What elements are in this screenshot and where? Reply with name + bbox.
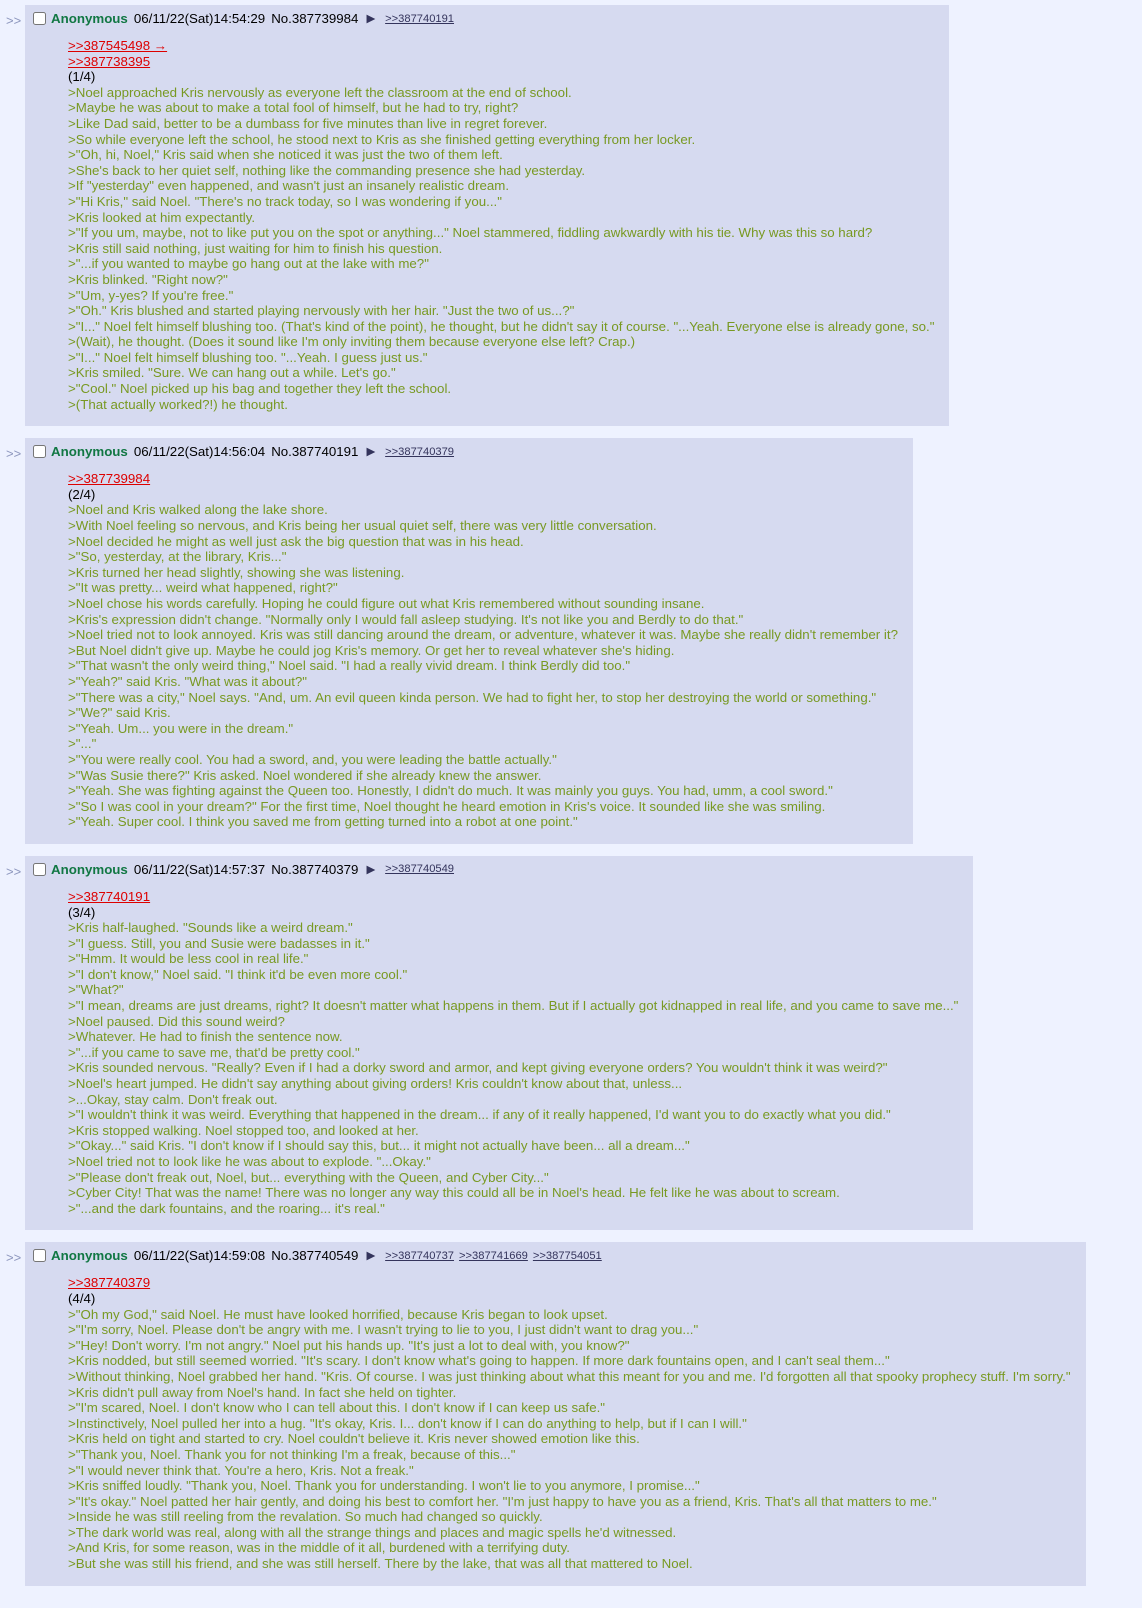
greentext-line: >Kris didn't pull away from Noel's hand. In fact she held on tighter. (68, 1384, 457, 1400)
post-comment (68, 889, 958, 1216)
post-header (30, 1248, 1071, 1263)
post-checkbox[interactable] (33, 1249, 46, 1262)
greentext-line: >Inside he was still reeling from the revalation. So much had changed so quickly. (68, 1509, 543, 1525)
post-number-link[interactable]: No.387740549 (271, 1248, 359, 1264)
greentext-line: >"There was a city," Noel says. "And, um. An evil queen kinda person. We had to fight her, to stop her destroying the world or something." (68, 689, 877, 705)
post-comment (68, 38, 934, 412)
reply-backlink[interactable]: >>387740549 (385, 863, 455, 876)
greentext-line: >Kris sniffed loudly. "Thank you, Noel. Thank you for understanding. I won't lie to you anymore, I promise..." (68, 1478, 700, 1494)
quotelink[interactable]: >>387545498 → (68, 38, 168, 53)
greentext-line: >"Okay..." said Kris. "I don't know if I should say this, but... it might not actually have been... all a dream..." (68, 1138, 690, 1154)
greentext-line: >"If you um, maybe, not to like put you on the spot or anything..." Noel stammered, fiddling awkwardly with his tie. Why was this so hard? (68, 225, 873, 241)
header-backlinks (385, 13, 459, 25)
part-counter: (2/4) (68, 486, 96, 502)
post-comment (68, 471, 898, 830)
greentext-line: >Kris sounded nervous. "Really? Even if I had a dorky sword and armor, and kept giving everyone orders? You wouldn't think it was weird?" (68, 1060, 888, 1076)
greentext-line: >"..." (68, 736, 97, 752)
header-backlinks (385, 446, 459, 458)
part-counter: (1/4) (68, 69, 96, 85)
post-number-link[interactable]: No.387740191 (271, 444, 359, 460)
greentext-line: >Kris nodded, but still seemed worried. "It's scary. I don't know what's going to happen. If more dark fountains open, and I can't seal them..." (68, 1353, 890, 1369)
greentext-line: >"You were really cool. You had a sword, and, you were leading the battle actually." (68, 751, 557, 767)
greentext-line: >"Oh." Kris blushed and started playing nervously with her hair. "Just the two of us...?" (68, 303, 575, 319)
poster-name: Anonymous (51, 1248, 128, 1264)
header-backlinks (385, 1250, 607, 1262)
post-container (0, 856, 1142, 1230)
post (25, 5, 949, 426)
greentext-line: >"Yeah. Um... you were in the dream." (68, 720, 294, 736)
greentext-line: >(Wait), he thought. (Does it sound like I'm only inviting them because everyone else left? Crap.) (68, 334, 636, 350)
greentext-line: >"It's okay." Noel patted her hair gently, and doing his best to comfort her. "I'm just happy to have you as a friend, Kris. That's all that matters to me." (68, 1493, 937, 1509)
quotelink[interactable]: >>387740191 (68, 888, 151, 904)
greentext-line: >But Noel didn't give up. Maybe he could jog Kris's memory. Or get her to reveal whatever she's hiding. (68, 642, 675, 658)
greentext-line: >"Hi Kris," said Noel. "There's no track today, so I was wondering if you..." (68, 193, 502, 209)
greentext-line: >"Hey! Don't worry. I'm not angry." Noel put his hands up. "It's just a lot to deal with, you know?" (68, 1337, 630, 1353)
post-datetime: 06/11/22(Sat)14:59:08 (133, 1248, 266, 1264)
greentext-line: >Noel tried not to look annoyed. Kris was still dancing around the dream, or adventure, whatever it was. Maybe she really didn't remember it? (68, 627, 898, 643)
greentext-line: >"Oh my God," said Noel. He must have looked horrified, because Kris began to look upset. (68, 1306, 608, 1322)
poster-name: Anonymous (51, 861, 128, 877)
greentext-line: >Noel decided he might as well just ask the big question that was in his head. (68, 533, 524, 549)
quotelink[interactable]: >>387740379 (68, 1275, 151, 1291)
greentext-line: >With Noel feeling so nervous, and Kris being her usual quiet self, there was very little conversation. (68, 518, 657, 534)
greentext-line: >Noel chose his words carefully. Hoping he could figure out what Kris remembered without sounding insane. (68, 596, 705, 611)
greentext-line: >Kris turned her head slightly, showing she was listening. (68, 564, 405, 580)
greentext-line: >"That wasn't the only weird thing," Noel said. "I had a really vivid dream. I think Berdly did too." (68, 658, 631, 674)
greentext-line: >Maybe he was about to make a total fool of himself, but he had to try, right? (68, 100, 519, 116)
greentext-line: >Kris's expression didn't change. "Normally only I would fall asleep studying. It's not like you and Berdly to do that." (68, 611, 744, 627)
post-comment (68, 1275, 1071, 1571)
greentext-line: >"I wouldn't think it was weird. Everything that happened in the dream... if any of it really happened, I'd want you to do exactly what you did." (68, 1107, 891, 1123)
greentext-line: >Noel and Kris walked along the lake shore. (68, 502, 328, 518)
post-menu-arrow-icon[interactable]: ▶ (366, 13, 376, 25)
greentext-line: >(That actually worked?!) he thought. (68, 396, 288, 412)
greentext-line: >"...and the dark fountains, and the roaring... it's real." (68, 1200, 385, 1216)
greentext-line: >Kris held on tight and started to cry. Noel couldn't believe it. Kris never showed emotion like this. (68, 1431, 640, 1447)
post-menu-arrow-icon[interactable]: ▶ (366, 1250, 376, 1263)
reply-backlink[interactable]: >>387741669 (459, 1249, 528, 1262)
part-counter: (3/4) (68, 904, 96, 920)
greentext-line: >Instinctively, Noel pulled her into a hug. "It's okay, Kris. I... don't know if I can do anything to help, but if I can I will." (68, 1415, 747, 1431)
greentext-line: >Whatever. He had to finish the sentence now. (68, 1029, 343, 1045)
post-container (0, 5, 1142, 426)
greentext-line: >Kris still said nothing, just waiting for him to finish his question. (68, 240, 443, 256)
reply-backlink[interactable]: >>387754051 (532, 1249, 602, 1262)
post-number-link[interactable]: No.387740379 (271, 861, 359, 877)
greentext-line: >"So, yesterday, at the library, Kris..." (68, 549, 287, 565)
greentext-line: >"I'm scared, Noel. I don't know who I can tell about this. I don't know if I can keep us safe." (68, 1400, 606, 1416)
greentext-line: >"Thank you, Noel. Thank you for not thinking I'm a freak, because of this..." (68, 1446, 516, 1462)
post-container (0, 438, 1142, 844)
greentext-line: >"Yeah. She was fighting against the Queen too. Honestly, I didn't do much. It was mainly you guys. You had, umm, a cool sword." (68, 783, 833, 799)
poster-name: Anonymous (51, 11, 128, 26)
greentext-line: >The dark world was real, along with all the strange things and places and magic spells he'd witnessed. (68, 1524, 677, 1540)
greentext-line: >"We?" said Kris. (68, 705, 171, 721)
greentext-line: >"I mean, dreams are just dreams, right? It doesn't matter what happens in them. But if I actually got kidnapped in real life, and you came to save me..." (68, 998, 959, 1014)
greentext-line: >"...if you came to save me, that'd be pretty cool." (68, 1044, 360, 1060)
greentext-line: >"Was Susie there?" Kris asked. Noel wondered if she already knew the answer. (68, 767, 542, 783)
post-menu-arrow-icon[interactable]: ▶ (366, 863, 376, 876)
reply-backlink[interactable]: >>387740191 (385, 12, 455, 25)
greentext-line: >"Yeah?" said Kris. "What was it about?" (68, 673, 308, 689)
greentext-line: >"I..." Noel felt himself blushing too. (That's kind of the point), he thought, but he didn't say it of course. "...Yeah. Everyone else is already gone, so." (68, 318, 935, 334)
post-checkbox[interactable] (33, 863, 46, 876)
greentext-line: >Noel paused. Did this sound weird? (68, 1013, 285, 1029)
greentext-line: >And Kris, for some reason, was in the middle of it all, burdened with a terrifying duty. (68, 1540, 570, 1556)
greentext-line: >Cyber City! That was the name! There was no longer any way this could all be in Noel's head. He felt like he was about to scream. (68, 1185, 840, 1201)
greentext-line: >So while everyone left the school, he stood next to Kris as she finished getting everything from her locker. (68, 131, 696, 147)
post-header (30, 444, 898, 459)
post-checkbox[interactable] (33, 12, 46, 25)
greentext-line: >"I don't know," Noel said. "I think it'd be even more cool." (68, 966, 408, 982)
greentext-line: >"I guess. Still, you and Susie were badasses in it." (68, 935, 370, 951)
post-checkbox[interactable] (33, 445, 46, 458)
post (25, 1242, 1086, 1585)
post-header (30, 862, 958, 877)
greentext-line: >Noel tried not to look like he was about to explode. "...Okay." (68, 1154, 431, 1169)
greentext-line: >...Okay, stay calm. Don't freak out. (68, 1091, 278, 1107)
greentext-line: >She's back to her quiet self, nothing like the commanding presence she had yesterday. (68, 162, 586, 178)
post-container (0, 1242, 1142, 1585)
poster-name: Anonymous (51, 444, 128, 460)
greentext-line: >"Cool." Noel picked up his bag and together they left the school. (68, 381, 452, 397)
side-arrows-icon: >> (6, 863, 22, 879)
post-number-link[interactable]: No.387739984 (271, 11, 359, 26)
post-datetime: 06/11/22(Sat)14:54:29 (133, 11, 266, 26)
reply-backlink[interactable]: >>387740379 (385, 445, 455, 458)
greentext-line: >"What?" (68, 982, 124, 998)
side-arrows-icon: >> (6, 446, 22, 462)
greentext-line: >"...if you wanted to maybe go hang out at the lake with me?" (68, 256, 429, 272)
greentext-line: >"Please don't freak out, Noel, but... everything with the Queen, and Cyber City..." (68, 1169, 549, 1185)
post-menu-arrow-icon[interactable]: ▶ (366, 446, 376, 459)
post-datetime: 06/11/22(Sat)14:57:37 (133, 861, 266, 877)
greentext-line: >Without thinking, Noel grabbed her hand. "Kris. Of course. I was just thinking about what this meant for you and me. I'd forgotten all that spooky prophecy stuff. I'm sorry." (68, 1368, 1071, 1384)
greentext-line: >Kris smiled. "Sure. We can hang out a while. Let's go." (68, 365, 396, 381)
greentext-line: >Kris stopped walking. Noel stopped too, and looked at her. (68, 1122, 419, 1138)
post-datetime: 06/11/22(Sat)14:56:04 (133, 444, 266, 460)
greentext-line: >"So I was cool in your dream?" For the first time, Noel thought he heard emotion in Kris's voice. It sounded like she was smiling. (68, 798, 826, 814)
greentext-line: >Kris half-laughed. "Sounds like a weird dream." (68, 920, 353, 936)
reply-backlink[interactable]: >>387740737 (385, 1249, 455, 1262)
post (25, 856, 973, 1230)
quotelink[interactable]: >>387739984 (68, 471, 151, 487)
greentext-line: >"I..." Noel felt himself blushing too. "...Yeah. I guess just us." (68, 349, 428, 365)
greentext-line: >"I'm sorry, Noel. Please don't be angry with me. I wasn't trying to lie to you, I just didn't want to drag you..." (68, 1322, 699, 1338)
quotelink[interactable]: >>387738395 (68, 53, 151, 69)
greentext-line: >Noel approached Kris nervously as everyone left the classroom at the end of school. (68, 84, 572, 100)
greentext-line: >Kris looked at him expectantly. (68, 209, 256, 225)
greentext-line: >"Oh, hi, Noel," Kris said when she noticed it was just the two of them left. (68, 147, 503, 163)
part-counter: (4/4) (68, 1290, 96, 1306)
greentext-line: >Like Dad said, better to be a dumbass for five minutes than live in regret forever. (68, 115, 548, 131)
greentext-line: >If "yesterday" even happened, and wasn't just an insanely realistic dream. (68, 178, 510, 194)
greentext-line: >But she was still his friend, and she was still herself. There by the lake, that was all that mattered to Noel. (68, 1556, 693, 1572)
greentext-line: >"I would never think that. You're a hero, Kris. Not a freak." (68, 1462, 414, 1478)
greentext-line: >"Yeah. Super cool. I think you saved me from getting turned into a robot at one point." (68, 814, 578, 830)
greentext-line: >"It was pretty... weird what happened, right?" (68, 580, 338, 596)
greentext-line: >"Hmm. It would be less cool in real life." (68, 951, 309, 967)
greentext-line: >Noel's heart jumped. He didn't say anything about giving orders! Kris couldn't know about that, unless... (68, 1076, 683, 1092)
post-header (30, 11, 934, 26)
greentext-line: >"Um, y-yes? If you're free." (68, 287, 234, 303)
side-arrows-icon: >> (6, 1250, 22, 1266)
post (25, 438, 913, 844)
header-backlinks (385, 863, 459, 875)
side-arrows-icon: >> (6, 13, 22, 28)
greentext-line: >Kris blinked. "Right now?" (68, 271, 228, 287)
